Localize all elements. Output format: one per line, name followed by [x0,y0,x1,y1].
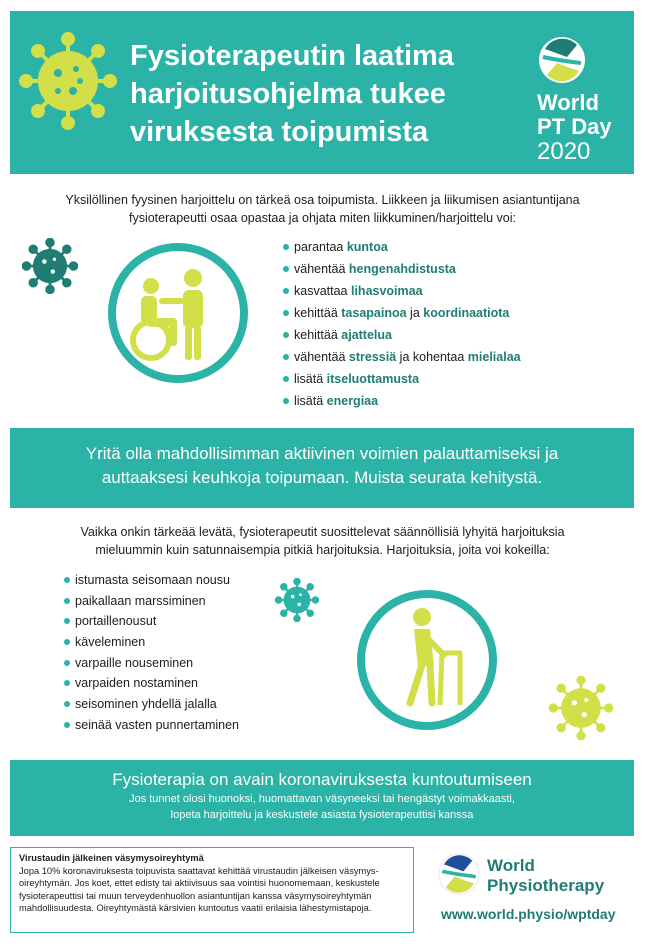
note-text: Jopa 10% koronaviruksesta toipuvista saattavat kehittää virustaudin jälkeisen väsymys-oireyhtymän. Jos koet, ettet edisty tai aktiivisuus saa vointisi huonomemaan, keskustele fysioterapeuttisi tai muun terveydenhuollon asiantuntijan kanssa väsymysoireyhtymän mahdollisuudesta. Oireyhtymästä kärsivien kuntoutus vaatii erilaisia lähestymistapoja. [19,865,380,914]
brand-line-world: World [487,856,535,875]
activity-banner [10,428,634,508]
world-physiotherapy-logo-icon [437,852,481,896]
world-pt-day-logo [537,35,627,175]
banner-line: auttaaksesi keuhkoja toipumaan. Muista seurata kehitystä. [101,468,543,487]
world-physiotherapy-logo [437,850,637,935]
intro-line: Vaikka onkin tärkeää levätä, fysioterapeutit suosittelevat säännöllisiä lyhyitä harjoituksia [80,525,565,539]
list-item: käveleminen [63,633,239,654]
logo-line-year: 2020 [537,138,591,165]
pt-day-logo-icon [537,35,587,85]
intro-line: Yksilöllinen fyysinen harjoittelu on tärkeä osa toipumista. Liikkeen ja liikumisen asiantuntijana [65,193,580,207]
list-item: istumasta seisomaan nousu [63,571,239,592]
list-item: paikallaan marssiminen [63,592,239,613]
list-item: portaillenousut [63,612,239,633]
list-item: kehittää tasapainoa ja koordinaatiota [282,304,521,326]
walker-illustration [352,585,502,735]
list-item: seisominen yhdellä jalalla [63,695,239,716]
fatigue-syndrome-note [10,847,414,933]
website-link[interactable]: www.world.physio/wptday [441,906,616,922]
virus-icon [22,238,78,294]
banner-line: lopeta harjoittelu ja keskustele asiasta fysioterapeuttisi kanssa [170,809,474,821]
wheelchair-assist-illustration [103,238,253,388]
list-item: varpaiden nostaminen [63,674,239,695]
list-item: seinää vasten punnertaminen [63,716,239,737]
benefits-list [282,238,521,414]
exercise-list [63,571,239,737]
list-item: vähentää stressiä ja kohentaa mielialaa [282,348,521,370]
intro-line: fysioterapeutti osaa opastaa ja ohjata miten liikkuminen/harjoittelu voi: [128,211,517,225]
virus-icon [275,578,319,622]
key-message-banner [10,760,634,836]
list-item: varpaille nouseminen [63,654,239,675]
logo-line-world: World [537,90,599,115]
title-line: harjoitusohjelma tukee [130,78,446,110]
page-title [130,37,530,151]
banner-line: Jos tunnet olosi huonoksi, huomattavan väsyneeksi tai hengästyt voimakkaasti, [129,793,515,805]
exercise-intro-text [20,523,625,559]
list-item: kasvattaa lihasvoimaa [282,282,521,304]
virus-icon [548,675,614,741]
intro-text [20,191,625,227]
list-item: vähentää hengenahdistusta [282,260,521,282]
list-item: lisätä itseluottamusta [282,370,521,392]
list-item: lisätä energiaa [282,392,521,414]
title-line: Fysioterapeutin laatima [130,40,454,72]
brand-line-physiotherapy: Physiotherapy [487,876,605,895]
note-title: Virustaudin jälkeinen väsymysoireyhtymä [19,853,204,863]
title-line: viruksesta toipumista [130,116,429,148]
virus-icon [18,31,118,131]
banner-line: Yritä olla mahdollisimman aktiivinen voimien palauttamiseksi ja [85,444,559,463]
header-banner [10,11,634,174]
banner-title: Fysioterapia on avain koronaviruksesta kuntoutumiseen [112,770,532,789]
intro-line: mieluummin kuin satunnaisempia pitkiä harjoituksia. Harjoituksia, joita voi kokeilla: [95,543,550,557]
logo-line-ptday: PT Day [537,114,612,139]
list-item: parantaa kuntoa [282,238,521,260]
list-item: kehittää ajattelua [282,326,521,348]
